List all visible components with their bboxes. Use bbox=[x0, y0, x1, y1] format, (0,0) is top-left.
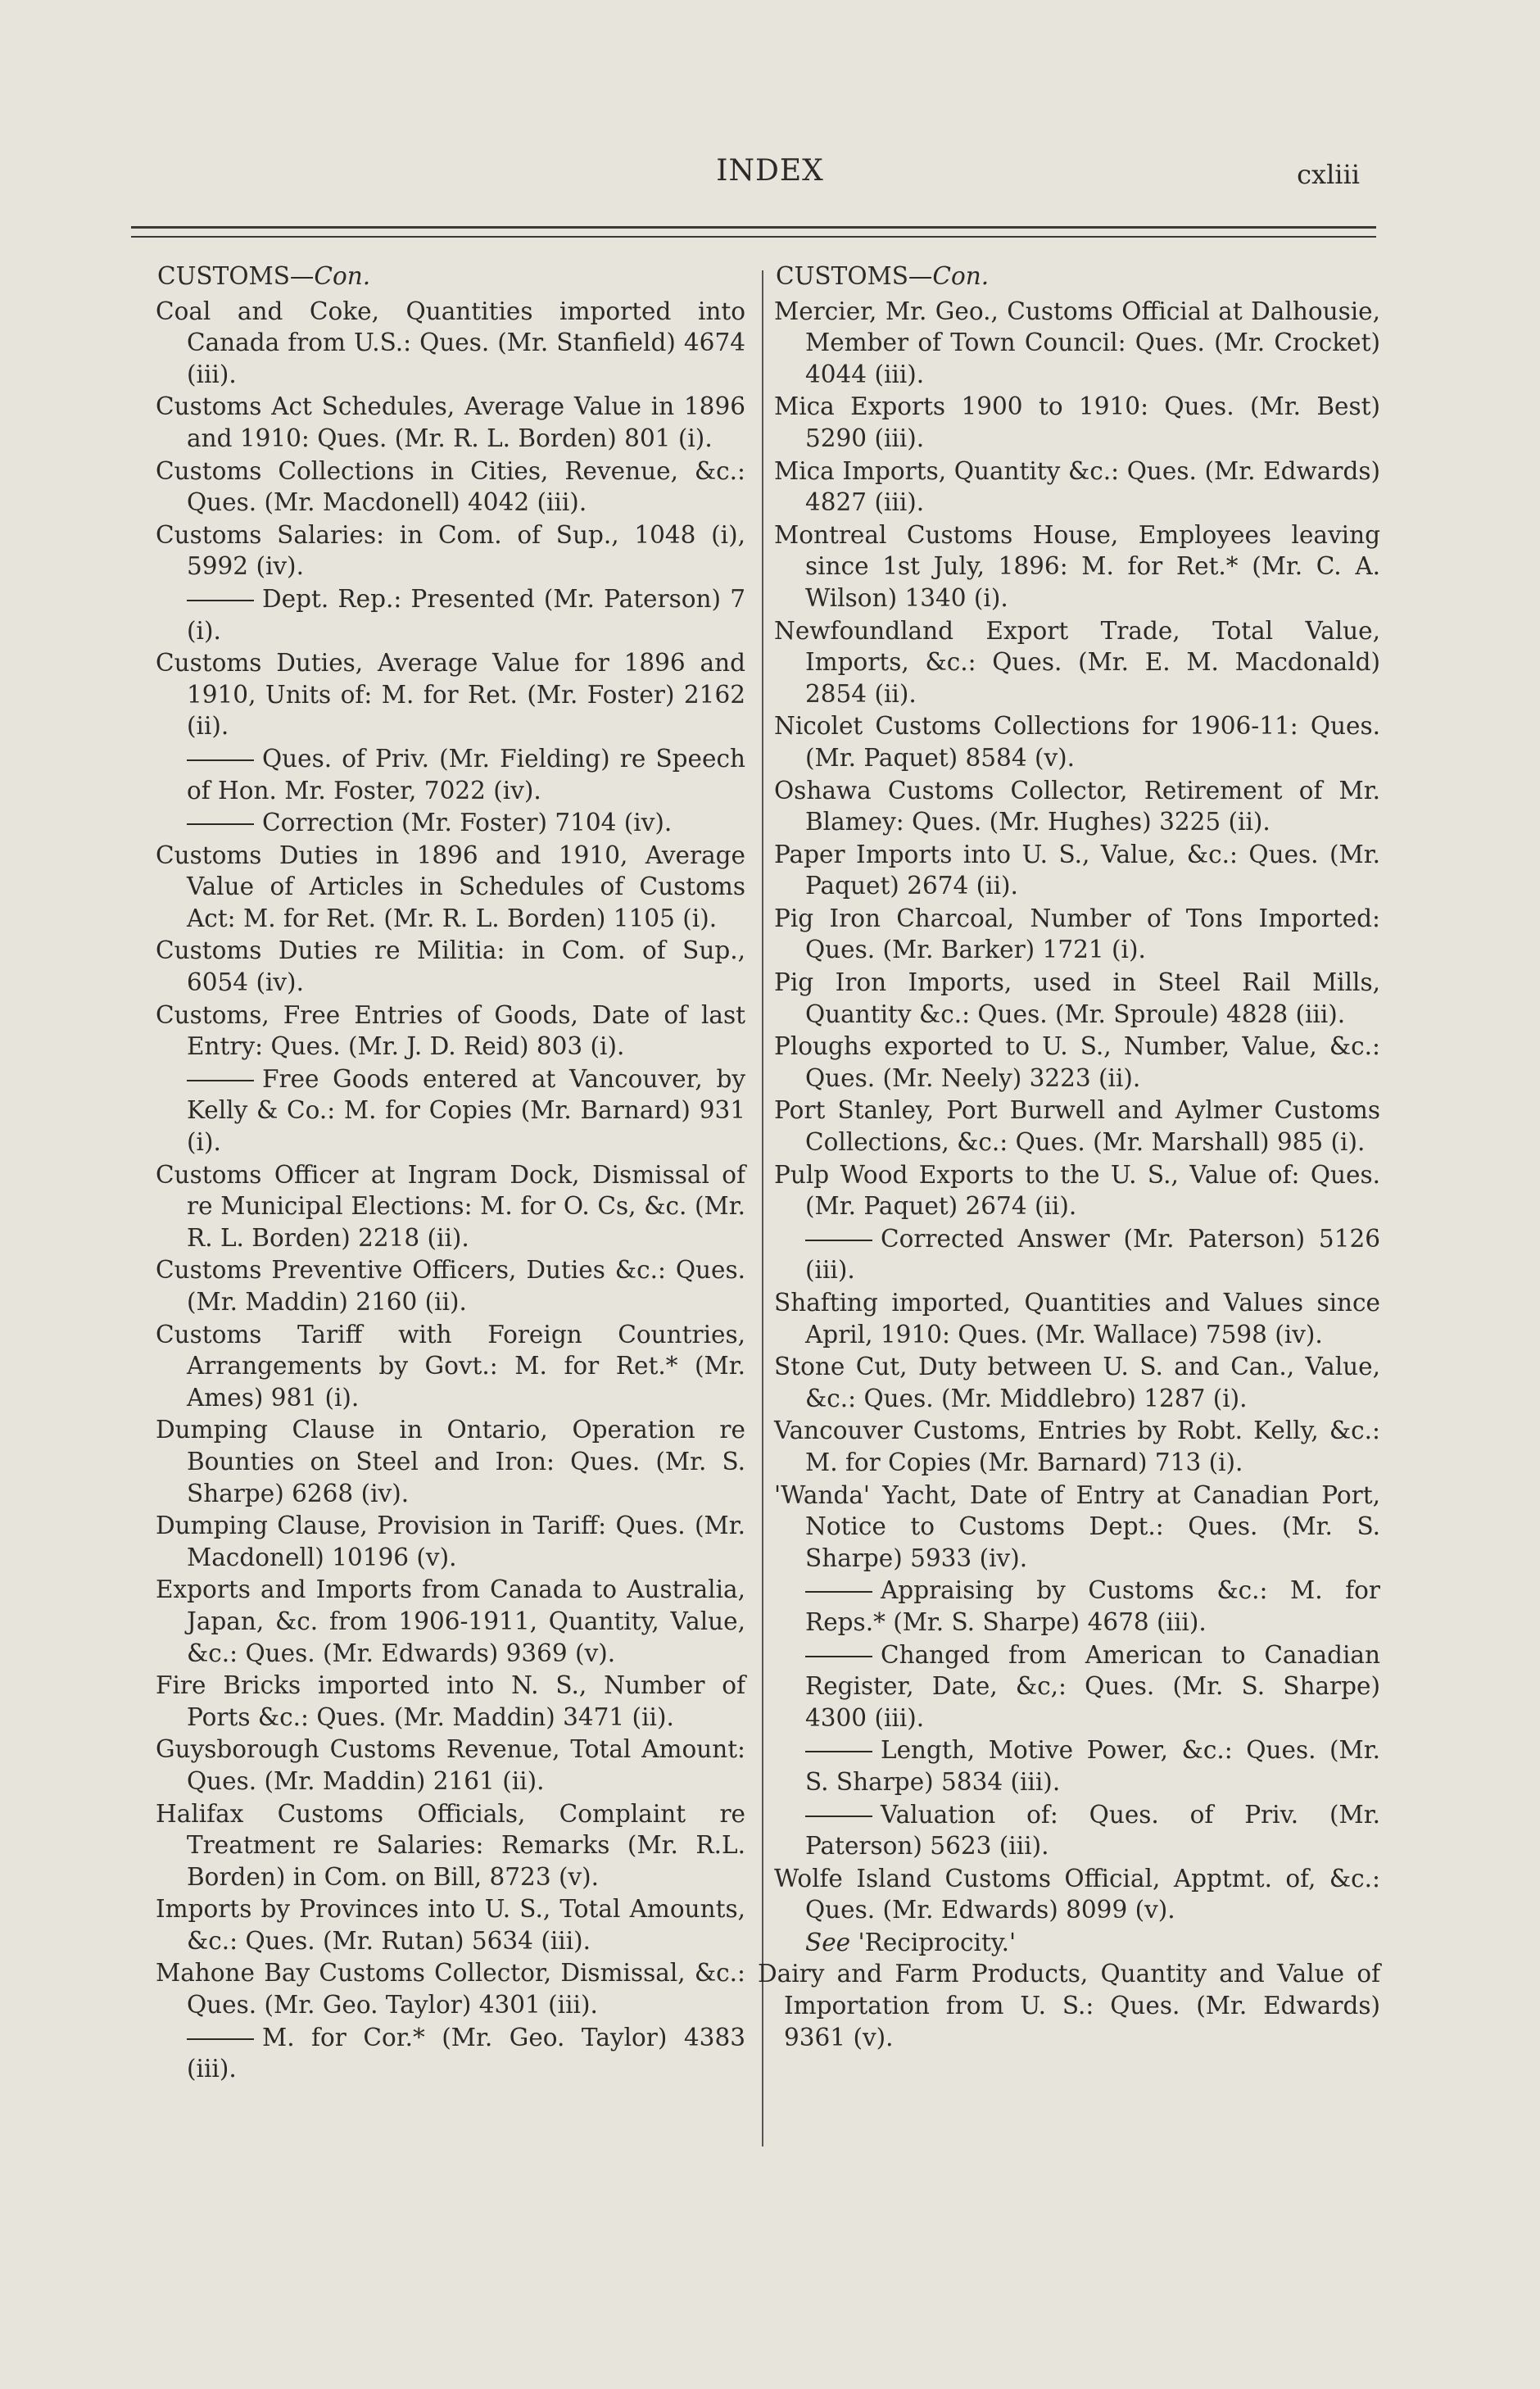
index-entry bbox=[156, 391, 745, 454]
ditto-dash bbox=[187, 823, 254, 825]
entry-text: Customs Preventive Officers, Duties &c.: Ques. (Mr. Maddin) 2160 (ii). bbox=[156, 1256, 745, 1316]
index-entry bbox=[774, 1863, 1380, 1926]
entry-text: Pulp Wood Exports to the U. S., Value of: Ques. (Mr. Paquet) 2674 (ii). bbox=[774, 1160, 1380, 1221]
entry-text: Valuation of: Ques. of Priv. (Mr. Paterson) 5623 (iii). bbox=[805, 1800, 1380, 1861]
entry-text: Customs Duties in 1896 and 1910, Average Value of Articles in Schedules of Customs Act: M. for Ret. (Mr. R. L. Borden) 1105 (i). bbox=[156, 841, 745, 932]
ditto-dash bbox=[187, 759, 254, 761]
index-entry bbox=[774, 1480, 1380, 1575]
heading-text: CUSTOMS— bbox=[776, 262, 933, 290]
heading-text: CUSTOMS— bbox=[157, 262, 315, 290]
entry-text: Port Stanley, Port Burwell and Aylmer Customs Collections, &c.: Ques. (Mr. Marshall) 985 (i). bbox=[774, 1096, 1380, 1157]
index-entry bbox=[156, 1670, 745, 1733]
index-subentry bbox=[156, 583, 745, 646]
index-entry bbox=[774, 296, 1380, 391]
index-entry bbox=[156, 1159, 745, 1254]
right-column-heading bbox=[774, 261, 1380, 292]
entry-text: Pig Iron Charcoal, Number of Tons Imported: Ques. (Mr. Barker) 1721 (i). bbox=[774, 904, 1380, 964]
right-column bbox=[758, 261, 1380, 2054]
see-label: See bbox=[805, 1928, 851, 1956]
entry-text: Customs, Free Entries of Goods, Date of last Entry: Ques. (Mr. J. D. Reid) 803 (i). bbox=[156, 1000, 745, 1061]
entry-text: Exports and Imports from Canada to Australia, Japan, &c. from 1906-1911, Quantity, Value, &c.: Ques. (Mr. Edwards) 9369 (v). bbox=[156, 1575, 745, 1667]
entry-text: Paper Imports into U. S., Value, &c.: Ques. (Mr. Paquet) 2674 (ii). bbox=[774, 840, 1380, 900]
index-subentry bbox=[774, 1575, 1380, 1638]
entry-text: Shafting imported, Quantities and Values since April, 1910: Ques. (Mr. Wallace) 7598 (iv). bbox=[774, 1289, 1380, 1349]
entry-text: Free Goods entered at Vancouver, by Kelly & Co.: M. for Copies (Mr. Barnard) 931 (i). bbox=[187, 1064, 745, 1157]
index-entry bbox=[156, 1319, 745, 1414]
index-entry bbox=[156, 519, 745, 583]
left-entries bbox=[156, 296, 745, 2085]
right-entries bbox=[774, 296, 1380, 1926]
entry-text: Fire Bricks imported into N. S., Number of Ports &c.: Ques. (Mr. Maddin) 3471 (ii). bbox=[156, 1671, 745, 1731]
index-entry bbox=[774, 1095, 1380, 1158]
entry-text: Customs Duties, Average Value for 1896 and 1910, Units of: M. for Ret. (Mr. Foster) 2162 (ii). bbox=[156, 649, 745, 741]
column-divider bbox=[762, 270, 763, 2146]
ditto-dash bbox=[805, 1240, 872, 1241]
entry-text: Stone Cut, Duty between U. S. and Can., Value, &c.: Ques. (Mr. Middlebro) 1287 (i). bbox=[774, 1353, 1380, 1412]
left-column-heading bbox=[156, 261, 745, 292]
index-entry bbox=[156, 1798, 745, 1893]
index-entry bbox=[774, 1031, 1380, 1094]
index-entry bbox=[774, 775, 1380, 838]
entry-text: Mercier, Mr. Geo., Customs Official at Dalhousie, Member of Town Council: Ques. (Mr. Crocket) 4044 (iii). bbox=[774, 297, 1380, 388]
page-title: INDEX bbox=[716, 154, 824, 188]
ditto-dash bbox=[187, 1080, 254, 1081]
entry-text: Appraising by Customs &c.: M. for Reps.* (Mr. S. Sharpe) 4678 (iii). bbox=[805, 1576, 1380, 1636]
entry-text: Mahone Bay Customs Collector, Dismissal, &c.: Ques. (Mr. Geo. Taylor) 4301 (iii). bbox=[156, 1959, 745, 2020]
entry-text: 'Wanda' Yacht, Date of Entry at Canadian Port, Notice to Customs Dept.: Ques. (Mr. S. Sharpe) 5933 (iv). bbox=[774, 1480, 1380, 1572]
index-entry bbox=[774, 967, 1380, 1030]
entry-text: Oshawa Customs Collector, Retirement of Mr. Blamey: Ques. (Mr. Hughes) 3225 (ii). bbox=[774, 776, 1380, 836]
index-entry bbox=[156, 1734, 745, 1797]
index-entry bbox=[156, 1510, 745, 1573]
index-entry bbox=[774, 1287, 1380, 1350]
entry-text: Ploughs exported to U. S., Number, Value, &c.: Ques. (Mr. Neely) 3223 (ii). bbox=[774, 1032, 1380, 1092]
see-target: 'Reciprocity.' bbox=[858, 1928, 1017, 1956]
ditto-dash bbox=[187, 2038, 254, 2040]
ditto-dash bbox=[805, 1656, 872, 1657]
index-subentry bbox=[156, 807, 745, 839]
entry-text: Halifax Customs Officials, Complaint re Treatment re Salaries: Remarks (Mr. R.L. Borden) in Com. on Bill, 8723 (v). bbox=[156, 1799, 745, 1891]
index-entry bbox=[774, 519, 1380, 614]
entry-text: Customs Duties re Militia: in Com. of Sup., 6054 (iv). bbox=[156, 936, 745, 997]
ditto-dash bbox=[805, 1816, 872, 1817]
entry-text: Customs Officer at Ingram Dock, Dismissal of re Municipal Elections: M. for O. Cs, &c. (Mr. R. L. Borden) 2218 (ii). bbox=[156, 1160, 745, 1252]
index-entry bbox=[774, 710, 1380, 773]
index-entry bbox=[156, 456, 745, 519]
index-entry-dairy: Dairy and Farm Products, Quantity and Value of Importation from U. S.: Ques. (Mr. Edwards) 9361 (v). bbox=[758, 1960, 1380, 2051]
entry-text: Customs Salaries: in Com. of Sup., 1048 (i), 5992 (iv). bbox=[156, 520, 745, 581]
index-entry bbox=[156, 1957, 745, 2020]
entry-text: Customs Tariff with Foreign Countries, Arrangements by Govt.: M. for Ret.* (Mr. Ames) 981 (i). bbox=[156, 1320, 745, 1412]
entry-text: Changed from American to Canadian Register, Date, &c,: Ques. (Mr. S. Sharpe) 4300 (iii). bbox=[805, 1640, 1380, 1732]
entry-text: Pig Iron Imports, used in Steel Rail Mills, Quantity &c.: Ques. (Mr. Sproule) 4828 (iii). bbox=[774, 968, 1380, 1028]
index-entry bbox=[774, 1415, 1380, 1478]
ditto-dash bbox=[805, 1591, 872, 1593]
entry-text: Montreal Customs House, Employees leaving since 1st July, 1896: M. for Ret.* (Mr. C. A. Wilson) 1340 (i). bbox=[774, 520, 1380, 612]
entry-text: Imports by Provinces into U. S., Total Amounts, &c.: Ques. (Mr. Rutan) 5634 (iii). bbox=[156, 1895, 745, 1955]
index-entry bbox=[774, 1351, 1380, 1414]
index-entry bbox=[156, 1000, 745, 1063]
index-entry bbox=[156, 1254, 745, 1317]
entry-text: Dumping Clause in Ontario, Operation re Bounties on Steel and Iron: Ques. (Mr. S. Sharpe) 6268 (iv). bbox=[156, 1416, 745, 1507]
index-subentry bbox=[156, 743, 745, 806]
index-subentry bbox=[774, 1223, 1380, 1286]
index-entry bbox=[156, 935, 745, 998]
entry-text: Dept. Rep.: Presented (Mr. Paterson) 7 (i). bbox=[187, 584, 745, 645]
left-column bbox=[156, 261, 745, 2086]
heading-suffix: Con. bbox=[314, 262, 371, 290]
index-entry bbox=[774, 839, 1380, 902]
index-entry bbox=[156, 647, 745, 742]
index-entry bbox=[774, 615, 1380, 710]
entry-text: Dumping Clause, Provision in Tariff: Ques. (Mr. Macdonell) 10196 (v). bbox=[156, 1512, 745, 1571]
entry-text: Length, Motive Power, &c.: Ques. (Mr. S. Sharpe) 5834 (iii). bbox=[805, 1736, 1380, 1796]
index-entry bbox=[774, 1159, 1380, 1222]
entry-text: Mica Imports, Quantity &c.: Ques. (Mr. Edwards) 4827 (iii). bbox=[774, 456, 1380, 517]
entry-text: Ques. of Priv. (Mr. Fielding) re Speech of Hon. Mr. Foster, 7022 (iv). bbox=[187, 744, 745, 805]
entry-text: Nicolet Customs Collections for 1906-11: Ques. (Mr. Paquet) 8584 (v). bbox=[774, 712, 1380, 772]
entry-text: Correction (Mr. Foster) 7104 (iv). bbox=[262, 809, 673, 837]
index-entry bbox=[156, 296, 745, 391]
index-subentry bbox=[774, 1734, 1380, 1797]
entry-text: Corrected Answer (Mr. Paterson) 5126 (iii). bbox=[805, 1224, 1380, 1285]
index-entry bbox=[774, 391, 1380, 454]
index-entry bbox=[156, 1414, 745, 1509]
index-entry bbox=[774, 456, 1380, 519]
heading-suffix: Con. bbox=[932, 262, 990, 290]
entry-text: M. for Cor.* (Mr. Geo. Taylor) 4383 (iii). bbox=[187, 2023, 745, 2083]
page-number: cxliii bbox=[1297, 159, 1360, 190]
index-entry bbox=[156, 1574, 745, 1669]
index-subentry bbox=[156, 1063, 745, 1158]
index-entry bbox=[156, 1893, 745, 1956]
entry-text: Guysborough Customs Revenue, Total Amount: Ques. (Mr. Maddin) 2161 (ii). bbox=[156, 1735, 745, 1795]
entry-text: Customs Act Schedules, Average Value in 1896 and 1910: Ques. (Mr. R. L. Borden) 801 (i). bbox=[156, 392, 745, 452]
entry-text: Newfoundland Export Trade, Total Value, Imports, &c.: Ques. (Mr. E. M. Macdonald) 2854 (ii). bbox=[774, 616, 1380, 708]
entry-text: Wolfe Island Customs Official, Apptmt. of, &c.: Ques. (Mr. Edwards) 8099 (v). bbox=[774, 1864, 1380, 1924]
see-also-reference bbox=[774, 1927, 1380, 1959]
entry-text: Vancouver Customs, Entries by Robt. Kelly, &c.: M. for Copies (Mr. Barnard) 713 (i). bbox=[774, 1417, 1380, 1476]
index-entry bbox=[774, 903, 1380, 966]
header-rule-top bbox=[131, 226, 1376, 229]
index-entry bbox=[156, 840, 745, 935]
ditto-dash bbox=[805, 1751, 872, 1752]
index-subentry bbox=[156, 2022, 745, 2085]
entry-text: Coal and Coke, Quantities imported into Canada from U.S.: Ques. (Mr. Stanfield) 4674 (iii). bbox=[156, 297, 745, 388]
index-subentry bbox=[774, 1799, 1380, 1862]
entry-text: Mica Exports 1900 to 1910: Ques. (Mr. Best) 5290 (iii). bbox=[774, 392, 1380, 452]
header-rule-bottom bbox=[131, 236, 1376, 238]
index-subentry bbox=[774, 1639, 1380, 1734]
ditto-dash bbox=[187, 600, 254, 601]
entry-text: Customs Collections in Cities, Revenue, &c.: Ques. (Mr. Macdonell) 4042 (iii). bbox=[156, 456, 745, 517]
